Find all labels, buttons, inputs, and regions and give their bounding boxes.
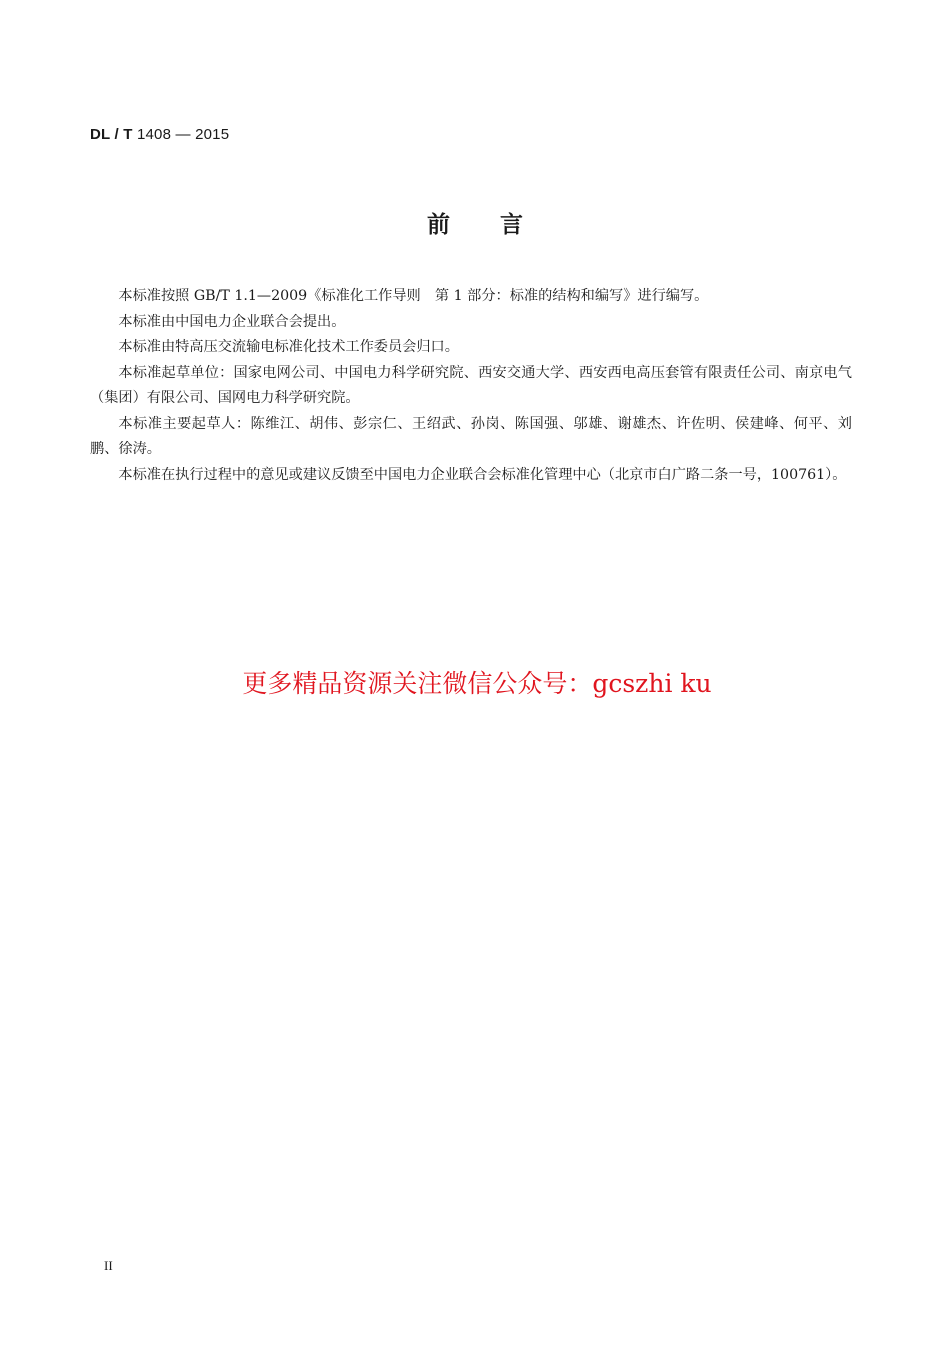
preface-title-char-2: 言 bbox=[500, 212, 523, 238]
document-code-number: 1408 — 2015 bbox=[136, 126, 230, 143]
paragraph-committee: 本标准由特高压交流输电标准化技术工作委员会归口。 bbox=[118, 339, 459, 355]
document-code-prefix: DL bbox=[90, 126, 111, 143]
paragraph-feedback: 本标准在执行过程中的意见或建议反馈至中国电力企业联合会标准化管理中心（北京市白广路二条一号，100761）。 bbox=[118, 466, 847, 483]
preface-body bbox=[90, 284, 852, 488]
page-number: II bbox=[104, 1258, 113, 1273]
paragraph-drafting-rules: 本标准按照 GB/T 1.1—2009《标准化工作导则 第 1 部分：标准的结构和编写》进行编写。 bbox=[118, 288, 709, 304]
paragraph-drafting-units: 本标准起草单位：国家电网公司、中国电力科学研究院、西安交通大学、西安西电高压套管有限责任公司、南京电气（集团）有限公司、国网电力科学研究院。 bbox=[90, 364, 852, 406]
paragraph-proposer: 本标准由中国电力企业联合会提出。 bbox=[118, 313, 346, 330]
preface-title-char-1: 前 bbox=[427, 212, 450, 238]
document-code bbox=[90, 126, 229, 143]
document-code-mid: / T bbox=[110, 126, 137, 143]
watermark-notice: 更多精品资源关注微信公众号：gcszhi ku bbox=[242, 669, 712, 698]
preface-title bbox=[0, 206, 950, 239]
paragraph-drafters: 本标准主要起草人：陈维江、胡伟、彭宗仁、王绍武、孙岗、陈国强、邬雄、谢雄杰、许佐明、侯建峰、何平、刘鹏、徐涛。 bbox=[90, 415, 852, 457]
